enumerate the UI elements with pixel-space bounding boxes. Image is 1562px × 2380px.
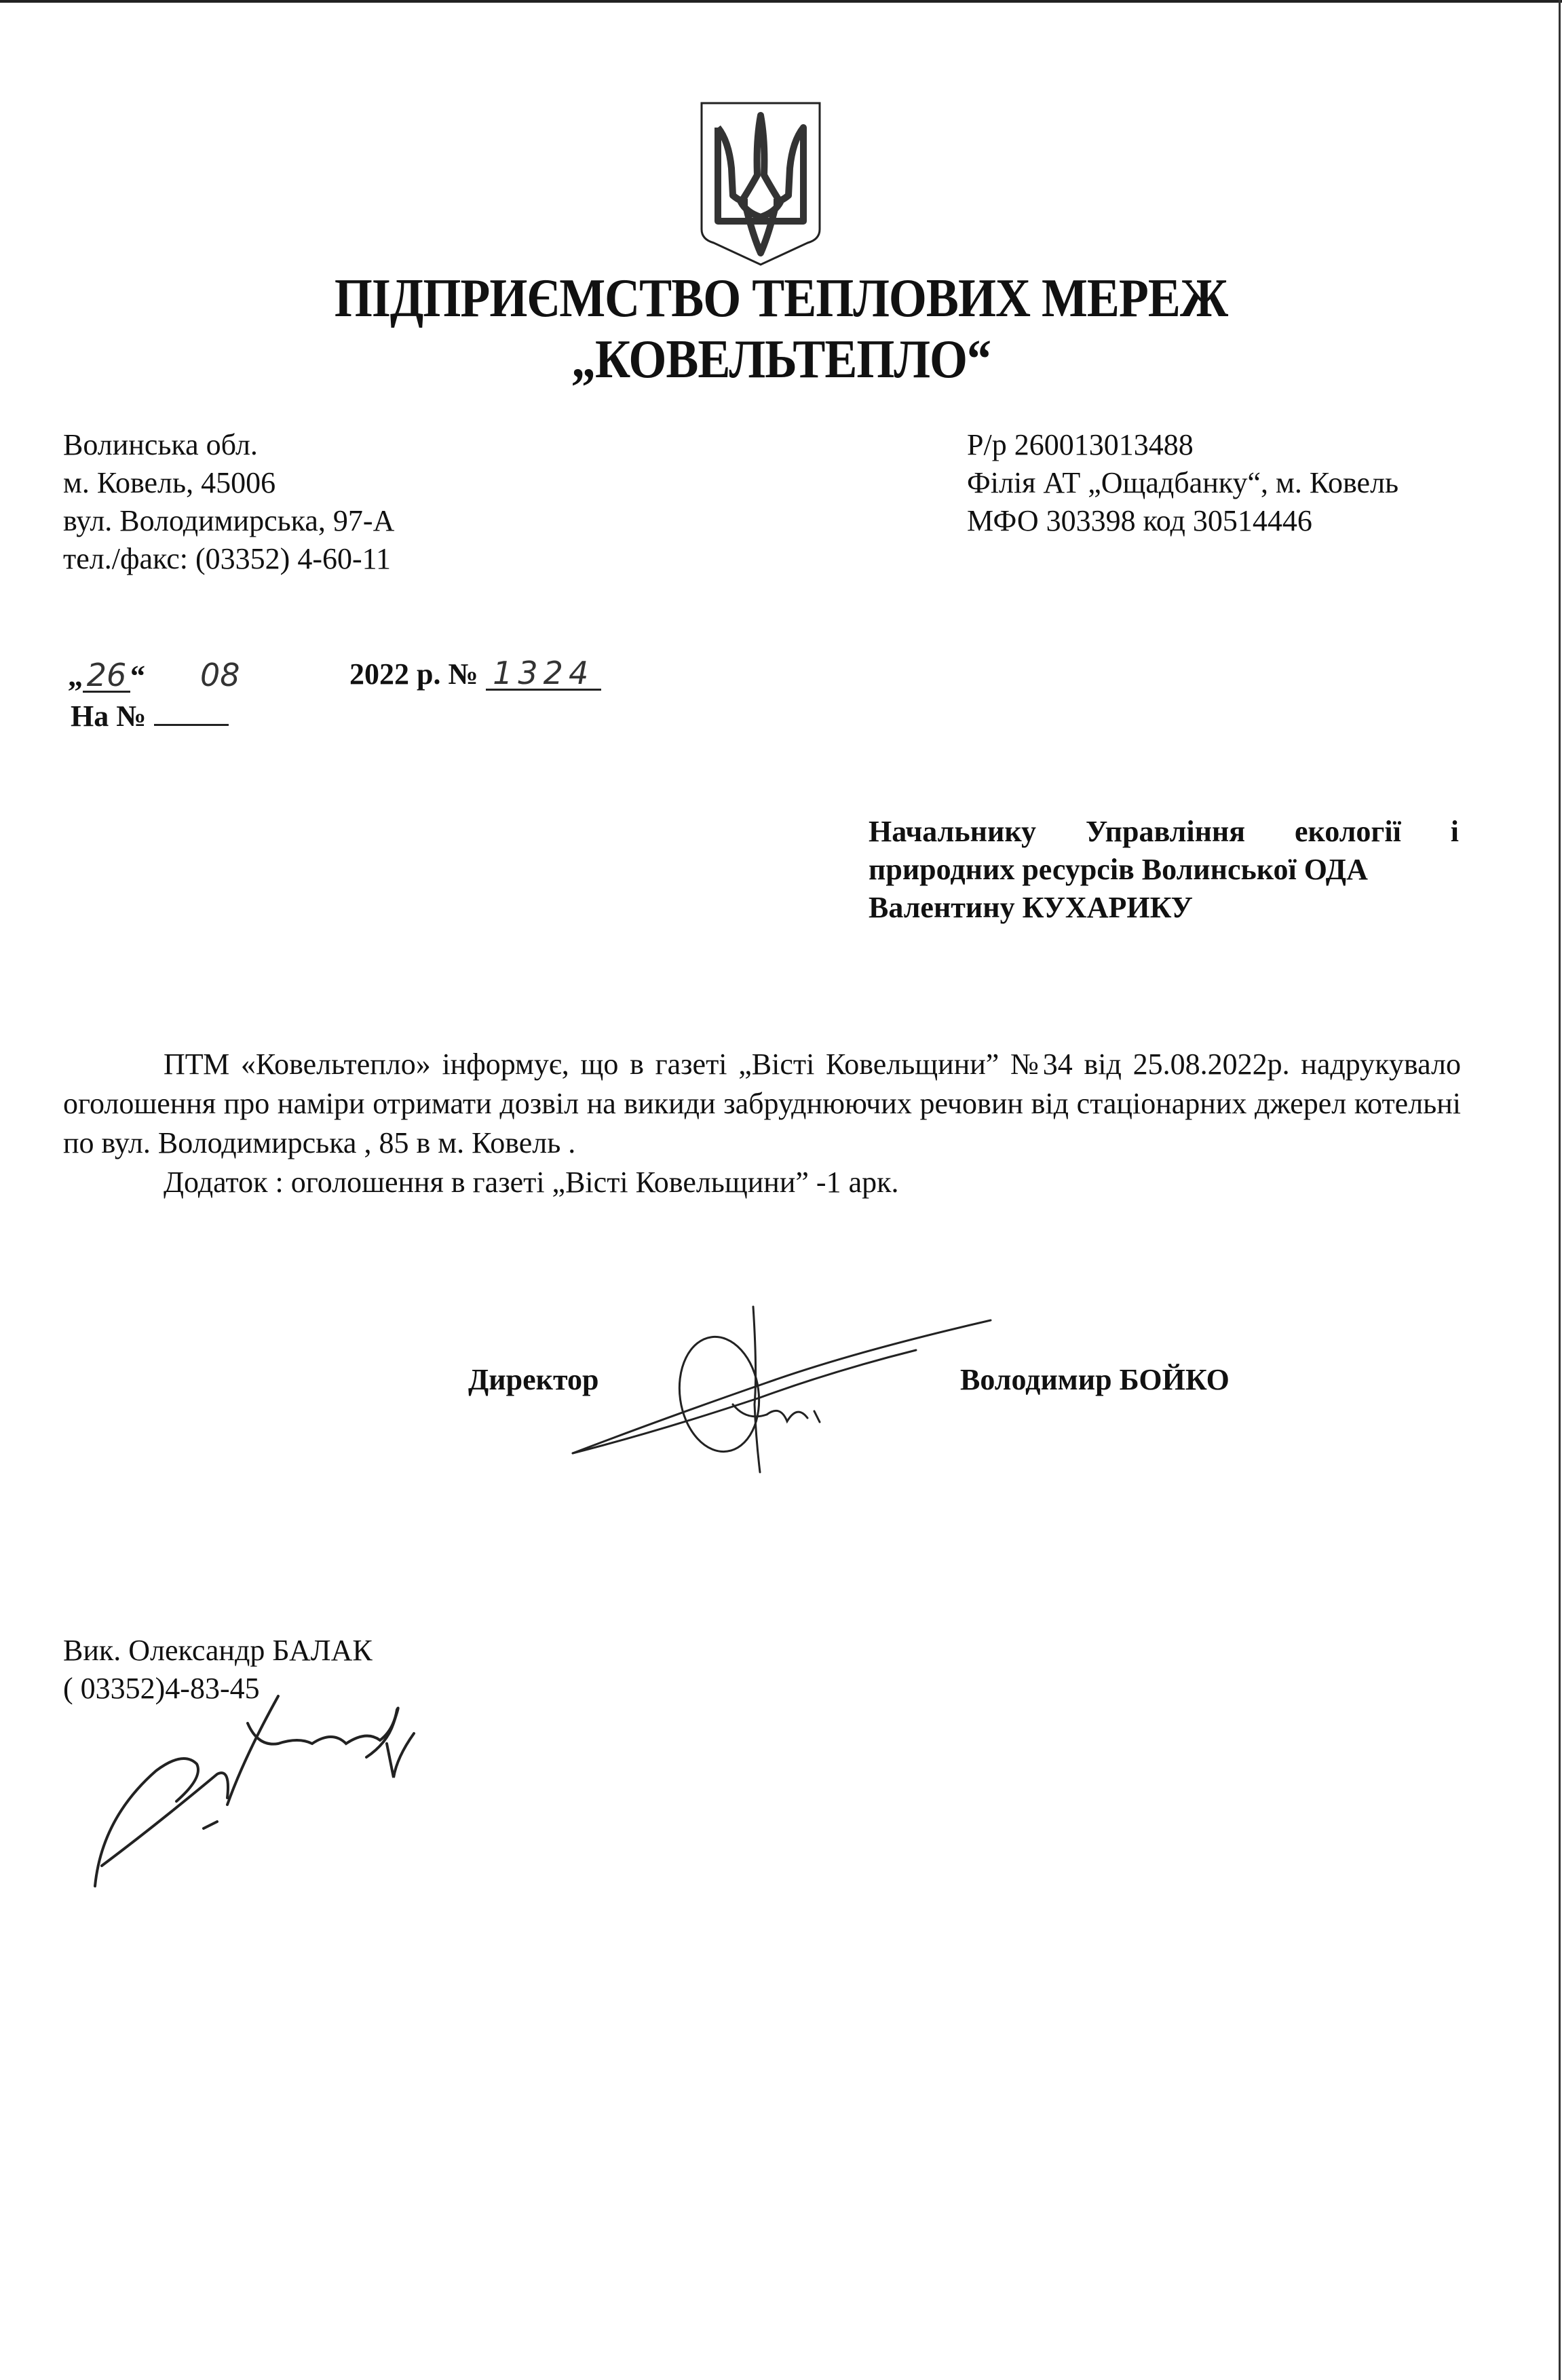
reference-label: На № (71, 699, 147, 733)
addressee-line: Начальнику Управління екології і (869, 815, 1459, 848)
date-quote-open: „ (68, 659, 83, 693)
signatory-title: Директор (468, 1363, 599, 1396)
handwritten-signature-icon (563, 1303, 997, 1479)
address-city: м. Ковель, 45006 (63, 466, 276, 499)
signatory-name: Володимир БОЙКО (960, 1363, 1230, 1396)
date-day: 26 (83, 659, 130, 693)
outgoing-date (68, 657, 240, 693)
executor-name: Вик. Олександр БАЛАК (63, 1634, 373, 1667)
body-paragraph: ПТМ «Ковельтепло» інформує, що в газеті „Вісті Ковельщини” №34 від 25.08.2022р. надрукувало оголошення про наміри отримати дозвіл на викиди забруднюючих речовин від стаціонарних джерел котельні по вул. Володимирська , 85 в м. Ковель . (63, 1048, 1461, 1159)
organization-name: ПІДПРИЄМСТВО ТЕПЛОВИХ МЕРЕЖ (334, 267, 1228, 328)
reference-number (71, 699, 229, 733)
company-address (63, 426, 394, 578)
year-label: 2022 р. № (349, 657, 478, 691)
registration-number: 1324 (486, 657, 601, 691)
executor-phone: ( 03352)4-83-45 (63, 1672, 260, 1705)
addressee-line: Валентину КУХАРИКУ (869, 891, 1193, 924)
addressee (869, 813, 1459, 927)
handwritten-signature-icon (75, 1683, 509, 1900)
address-street: вул. Володимирська, 97-А (63, 504, 395, 537)
address-phone: тел./факс: (03352) 4-60-11 (63, 542, 391, 575)
letter-body (63, 1045, 1461, 1202)
scan-edge-top (0, 0, 1562, 3)
bank-branch: Філія АТ „Ощадбанку“, м. Ковель (967, 466, 1399, 499)
bank-codes: МФО 303398 код 30514446 (967, 504, 1312, 537)
outgoing-number (349, 657, 601, 691)
bank-account: Р/р 260013013488 (967, 428, 1194, 461)
address-region: Волинська обл. (63, 428, 258, 461)
attachment-note: Додаток : оголошення в газеті „Вісті Ковельщини” -1 арк. (164, 1166, 899, 1199)
bank-details (967, 426, 1398, 540)
addressee-line: природних ресурсів Волинської ОДА (869, 853, 1368, 886)
trident-coat-of-arms-icon (699, 100, 822, 267)
date-month: 08 (200, 657, 240, 693)
date-quote-close: “ (130, 659, 145, 693)
reference-blank (154, 699, 229, 726)
organization-brand: „КОВЕЛЬТЕПЛО“ (571, 328, 991, 389)
